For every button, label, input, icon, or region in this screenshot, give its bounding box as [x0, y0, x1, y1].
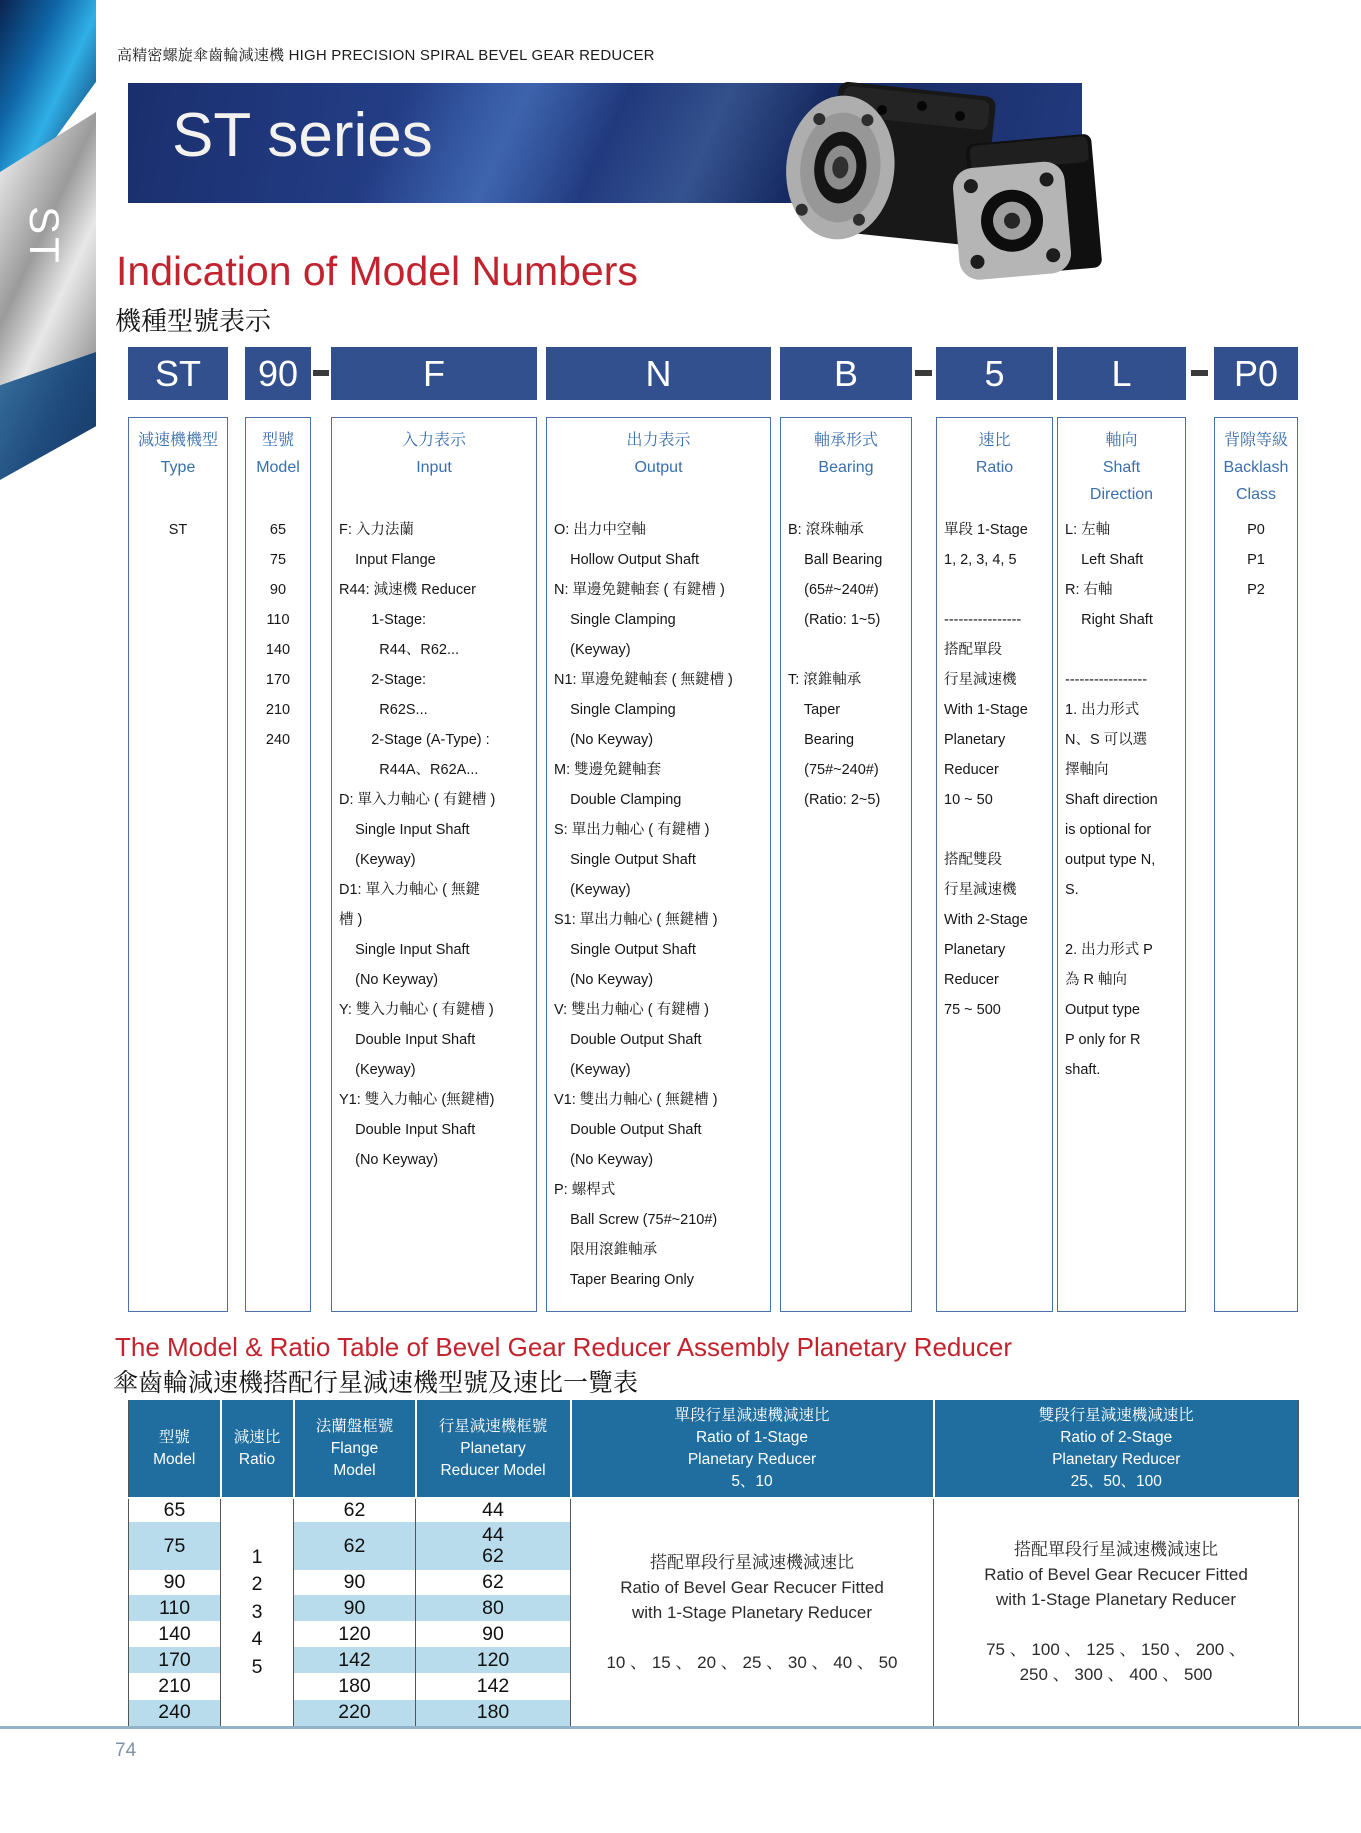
spec-header-line: Direction	[1089, 486, 1154, 503]
table-row	[129, 1498, 1299, 1522]
planetary-cell: 180	[416, 1700, 571, 1726]
spec-column-header	[332, 418, 536, 481]
spec-header-line: 出力表示	[626, 432, 691, 449]
spec-line: shaft.	[1065, 1062, 1101, 1078]
spec-line: Shaft direction	[1065, 792, 1158, 808]
spec-header-line: 減速機機型	[137, 432, 218, 449]
spec-line: Output type	[1065, 1002, 1140, 1018]
spec-line: is optional for	[1065, 822, 1152, 838]
ratio-table-header-row	[129, 1400, 1299, 1498]
spec-column-body	[781, 515, 911, 815]
model-ratio-table	[128, 1400, 1299, 1727]
spec-line: Reducer	[944, 972, 999, 988]
planetary-cell: 44 62	[416, 1522, 571, 1570]
planetary-cell: 142	[416, 1673, 571, 1700]
spec-line: (65#~240#)	[788, 582, 879, 598]
section1-title: Indication of Model Numbers	[116, 248, 638, 294]
spec-column-7	[1214, 417, 1298, 1312]
spec-line: (75#~240#)	[788, 762, 879, 778]
spec-column-body	[332, 515, 536, 1175]
flange-cell: 180	[294, 1673, 416, 1700]
spec-line: 2-Stage (A-Type) :	[339, 732, 490, 748]
flange-cell: 220	[294, 1700, 416, 1726]
spec-line: (Keyway)	[554, 882, 631, 898]
model-code-segment-p0: P0	[1214, 347, 1298, 400]
spec-line: 240	[265, 732, 291, 748]
flange-cell: 62	[294, 1498, 416, 1522]
spec-line: ----------------	[944, 612, 1022, 628]
spec-line	[937, 815, 1052, 845]
spec-line: 搭配雙段	[944, 852, 1002, 868]
spec-line: D1: 單入力軸心 ( 無鍵	[339, 882, 480, 898]
spec-line: N、S 可以選	[1065, 732, 1148, 748]
spec-column-body	[937, 515, 1052, 1025]
model-code-segment-st: ST	[128, 347, 228, 400]
series-title: ST series	[172, 101, 433, 170]
spec-header-line: 型號	[261, 432, 294, 449]
spec-line: P2	[1247, 582, 1265, 598]
product-photo	[752, 44, 1117, 339]
planetary-cell: 80	[416, 1595, 571, 1621]
spec-line: D: 單入力軸心 ( 有鍵槽 )	[339, 792, 496, 808]
spec-line: 75 ~ 500	[944, 1002, 1001, 1018]
spec-line: Double Input Shaft	[339, 1032, 476, 1048]
spec-column-body	[129, 515, 227, 545]
spec-line: V: 雙出力軸心 ( 有鍵槽 )	[554, 1002, 709, 1018]
spec-column-1	[245, 417, 311, 1312]
side-tab-label: ST	[21, 206, 68, 266]
model-code-dash	[1191, 370, 1208, 376]
spec-line: Single Input Shaft	[339, 942, 470, 958]
spec-line: Hollow Output Shaft	[554, 552, 700, 568]
ratio-table-header-4: 單段行星減速機減速比 Ratio of 1-Stage Planetary Reducer 5、10	[571, 1400, 934, 1498]
model-cell: 75	[129, 1522, 221, 1570]
model-code-segment-90: 90	[245, 347, 311, 400]
model-code-segment-l: L	[1057, 347, 1186, 400]
planetary-cell: 62	[416, 1570, 571, 1595]
spec-line: P: 螺桿式	[554, 1182, 616, 1198]
spec-line: 擇軸向	[1065, 762, 1109, 778]
spec-column-2	[331, 417, 537, 1312]
flange-cell: 120	[294, 1621, 416, 1647]
spec-line: M: 雙邊免鍵軸套	[554, 762, 662, 778]
model-code-segment-n: N	[546, 347, 771, 400]
spec-header-line: Type	[160, 459, 196, 476]
model-code-segment-b: B	[780, 347, 912, 400]
spec-line: 140	[265, 642, 291, 658]
page-header-text: 高精密螺旋傘齒輪減速機 HIGH PRECISION SPIRAL BEVEL GEAR REDUCER	[117, 47, 655, 64]
footer-rule	[0, 1726, 1361, 1729]
spec-header-line: Ratio	[975, 459, 1014, 476]
spec-line: 搭配單段	[944, 642, 1002, 658]
spec-header-line: 背隙等級	[1223, 432, 1288, 449]
model-cell: 110	[129, 1595, 221, 1621]
spec-line	[937, 575, 1052, 605]
spec-column-header	[781, 418, 911, 481]
flange-cell: 142	[294, 1647, 416, 1673]
model-cell: 140	[158, 1622, 191, 1645]
spec-line	[1058, 905, 1185, 935]
spec-line: Ball Bearing	[788, 552, 883, 568]
model-code-segment-5: 5	[936, 347, 1053, 400]
spec-column-header	[547, 418, 770, 481]
spec-line: Y1: 雙入力軸心 (無鍵槽)	[339, 1092, 495, 1108]
spec-line: 為 R 軸向	[1065, 972, 1128, 988]
spec-line: (No Keyway)	[554, 732, 654, 748]
spec-line: Single Clamping	[554, 612, 676, 628]
spec-line: 10 ~ 50	[944, 792, 993, 808]
spec-line: -----------------	[1065, 672, 1148, 688]
spec-header-line: Output	[634, 459, 683, 476]
spec-line: Double Clamping	[554, 792, 682, 808]
spec-line: ST	[168, 522, 188, 538]
ratio-table-header-1: 減速比 Ratio	[221, 1400, 294, 1498]
model-code-segment-f: F	[331, 347, 537, 400]
spec-line: (Keyway)	[339, 852, 416, 868]
spec-line: S.	[1065, 882, 1079, 898]
spec-line: B: 滾珠軸承	[788, 522, 864, 538]
model-cell: 210	[158, 1675, 191, 1697]
spec-line: Double Output Shaft	[554, 1032, 702, 1048]
spec-header-line: Input	[416, 459, 452, 476]
spec-line: F: 入力法蘭	[339, 522, 414, 538]
spec-header-line: 軸承形式	[813, 432, 878, 449]
spec-line: Double Input Shaft	[339, 1122, 476, 1138]
spec-line: 1-Stage:	[339, 612, 427, 628]
section1-subtitle: 機種型號表示	[115, 306, 272, 336]
spec-line: With 2-Stage	[944, 912, 1028, 928]
spec-line: R44、R62...	[339, 642, 460, 658]
spec-line: 單段 1-Stage	[944, 522, 1028, 538]
spec-column-header	[246, 418, 310, 481]
spec-line: Planetary	[944, 732, 1006, 748]
spec-line: (Ratio: 1~5)	[788, 612, 881, 628]
spec-line: R44A、R62A...	[339, 762, 479, 778]
spec-column-body	[1215, 515, 1297, 605]
spec-line: 行星減速機	[944, 672, 1017, 688]
planetary-cell: 90	[416, 1621, 571, 1647]
spec-line: P1	[1247, 552, 1265, 568]
planetary-cell: 44	[416, 1498, 571, 1522]
spec-column-6	[1057, 417, 1186, 1312]
spec-line: L: 左軸	[1065, 522, 1111, 538]
spec-column-header	[1058, 418, 1185, 508]
spec-line: Y: 雙入力軸心 ( 有鍵槽 )	[339, 1002, 494, 1018]
spec-header-line: Class	[1235, 486, 1276, 503]
spec-line: O: 出力中空軸	[554, 522, 646, 538]
spec-line	[781, 635, 911, 665]
spec-column-header	[129, 418, 227, 481]
spec-line: T: 滾錐軸承	[788, 672, 862, 688]
spec-line: 210	[265, 702, 291, 718]
spec-line: (No Keyway)	[554, 1152, 654, 1168]
spec-header-line: 入力表示	[401, 432, 466, 449]
spec-line: Reducer	[944, 762, 999, 778]
spec-line: 65	[269, 522, 287, 538]
spec-line: Single Output Shaft	[554, 942, 696, 958]
spec-line: (No Keyway)	[339, 972, 439, 988]
spec-header-line: Model	[256, 459, 300, 476]
spec-line: N1: 單邊免鍵軸套 ( 無鍵槽 )	[554, 672, 733, 688]
stage2-ratio-cell: 搭配單段行星減速機減速比 Ratio of Bevel Gear Recucer Fitted with 1-Stage Planetary Reducer 75 、 100 、 125 、 150 、 200 、 250 、 300 、 400 、 500	[934, 1498, 1299, 1726]
spec-line: Planetary	[944, 942, 1006, 958]
spec-line: Single Clamping	[554, 702, 676, 718]
spec-column-body	[547, 515, 770, 1295]
model-cell: 65	[163, 1499, 186, 1521]
spec-column-header	[1215, 418, 1297, 508]
spec-line: Left Shaft	[1065, 552, 1144, 568]
spec-line: Ball Screw (75#~210#)	[554, 1212, 718, 1228]
spec-header-line: 軸向	[1105, 432, 1138, 449]
spec-line: With 1-Stage	[944, 702, 1028, 718]
spec-header-line: Bearing	[818, 459, 874, 476]
spec-header-line: 速比	[978, 432, 1011, 449]
spec-line: (Keyway)	[339, 1062, 416, 1078]
planetary-cell: 120	[416, 1647, 571, 1673]
spec-line: Input Flange	[339, 552, 436, 568]
spec-line: Bearing	[788, 732, 855, 748]
spec-line: R44: 減速機 Reducer	[339, 582, 476, 598]
spec-line: Taper Bearing Only	[554, 1272, 694, 1288]
spec-column-4	[780, 417, 912, 1312]
spec-line: S1: 單出力軸心 ( 無鍵槽 )	[554, 912, 718, 928]
spec-line: Double Output Shaft	[554, 1122, 702, 1138]
spec-line: 1, 2, 3, 4, 5	[944, 552, 1017, 568]
model-code-dash	[313, 370, 329, 376]
spec-line: 限用滾錐軸承	[554, 1242, 658, 1258]
model-cell: 240	[129, 1700, 221, 1726]
spec-header-line: Backlash	[1223, 459, 1289, 476]
spec-line: S: 單出力軸心 ( 有鍵槽 )	[554, 822, 710, 838]
spec-column-3	[546, 417, 771, 1312]
spec-line: R62S...	[339, 702, 428, 718]
spec-line: 2. 出力形式 P	[1065, 942, 1153, 958]
flange-cell: 90	[294, 1570, 416, 1595]
spec-line: 2-Stage:	[339, 672, 427, 688]
spec-line: (No Keyway)	[339, 1152, 439, 1168]
spec-line: (No Keyway)	[554, 972, 654, 988]
spec-header-line: Shaft	[1102, 459, 1141, 476]
spec-line: P0	[1247, 522, 1265, 538]
spec-column-body	[246, 515, 310, 755]
spec-line: V1: 雙出力軸心 ( 無鍵槽 )	[554, 1092, 718, 1108]
spec-line: (Ratio: 2~5)	[788, 792, 881, 808]
ratio-merged-cell: 1 2 3 4 5	[221, 1498, 294, 1726]
spec-line: R: 右軸	[1065, 582, 1113, 598]
spec-line: 行星減速機	[944, 882, 1017, 898]
model-cell: 170	[129, 1647, 221, 1673]
spec-line: 槽 )	[339, 912, 363, 928]
ratio-table-header-5: 雙段行星減速機減速比 Ratio of 2-Stage Planetary Reducer 25、50、100	[934, 1400, 1299, 1498]
spec-column-5	[936, 417, 1053, 1312]
spec-line: (Keyway)	[554, 1062, 631, 1078]
stage1-ratio-cell: 搭配單段行星減速機減速比 Ratio of Bevel Gear Recucer Fitted with 1-Stage Planetary Reducer 10 、 15 、 20 、 25 、 30 、 40 、 50	[571, 1498, 934, 1726]
side-tab-graphic	[0, 0, 96, 480]
spec-line: 170	[265, 672, 291, 688]
spec-column-header	[937, 418, 1052, 481]
spec-line: 110	[266, 612, 290, 628]
ratio-table-header-2: 法蘭盤框號 Flange Model	[294, 1400, 416, 1498]
spec-line: Single Output Shaft	[554, 852, 696, 868]
spec-line: 1. 出力形式	[1065, 702, 1140, 718]
model-code-dash	[915, 370, 932, 376]
flange-cell: 90	[294, 1595, 416, 1621]
flange-cell: 62	[294, 1522, 416, 1570]
spec-line: Single Input Shaft	[339, 822, 470, 838]
page-number: 74	[115, 1740, 137, 1761]
spec-line: 90	[269, 582, 287, 598]
spec-line: 75	[269, 552, 287, 568]
spec-line: Taper	[788, 702, 841, 718]
section2-title: The Model & Ratio Table of Bevel Gear Reducer Assembly Planetary Reducer	[115, 1332, 1012, 1362]
model-cell: 90	[163, 1571, 186, 1593]
spec-column-0	[128, 417, 228, 1312]
spec-line: P only for R	[1065, 1032, 1141, 1048]
ratio-table-header-0: 型號 Model	[129, 1400, 221, 1498]
spec-line: N: 單邊免鍵軸套 ( 有鍵槽 )	[554, 582, 725, 598]
spec-line: (Keyway)	[554, 642, 631, 658]
spec-line: Right Shaft	[1065, 612, 1153, 628]
ratio-table-header-3: 行星減速機框號 Planetary Reducer Model	[416, 1400, 571, 1498]
spec-line: output type N,	[1065, 852, 1156, 868]
spec-line	[1058, 635, 1185, 665]
section2-subtitle: 傘齒輪減速機搭配行星減速機型號及速比一覽表	[113, 1369, 639, 1397]
gear-reducer-right	[949, 134, 1102, 282]
spec-column-body	[1058, 515, 1185, 1085]
